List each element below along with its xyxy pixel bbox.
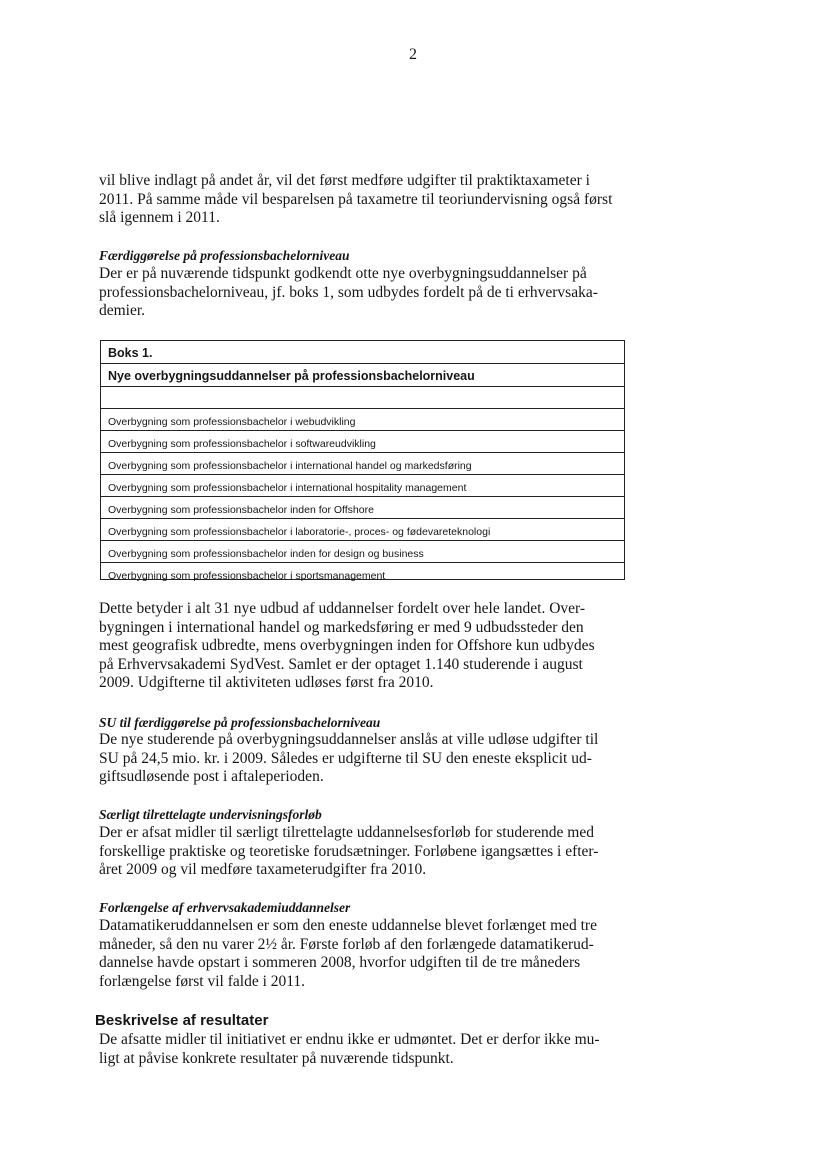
box-item: Overbygning som professionsbachelor i international handel og markedsføring — [101, 453, 624, 475]
paragraph-line: dannelse havde opstart i sommeren 2008, hvorfor udgiften til de tre måneders — [99, 954, 581, 971]
page-number: 2 — [409, 46, 417, 63]
intro-paragraph — [99, 172, 639, 228]
box-item: Overbygning som professionsbachelor inden for design og business — [101, 541, 624, 563]
after-box-paragraph — [99, 600, 639, 693]
paragraph-line: bygningen i international handel og markedsføring er med 9 udbudssteder den — [99, 618, 584, 636]
paragraph-line: De afsatte midler til initiativet er endnu ikke er udmøntet. Det er derfor ikke mu- — [99, 1031, 600, 1048]
paragraph-line: professionsbachelorniveau, jf. boks 1, som udbydes fordelt på de ti erhvervsaka- — [99, 283, 598, 301]
results-paragraph — [99, 1031, 639, 1068]
box-item: Overbygning som professionsbachelor i softwareudvikling — [101, 431, 624, 453]
box-item: Overbygning som professionsbachelor i international hospitality management — [101, 475, 624, 497]
paragraph-line: året 2009 og vil medføre taxameterudgifter fra 2010. — [99, 861, 427, 878]
intro-line: slå igennem i 2011. — [99, 209, 220, 226]
box-item: Overbygning som professionsbachelor i laboratorie-, proces- og fødevareteknologi — [101, 519, 624, 541]
paragraph-line: Dette betyder i alt 31 nye udbud af uddannelser fordelt over hele landet. Over- — [99, 600, 586, 617]
section-paragraph-faerdiggoerelse — [99, 265, 639, 321]
paragraph-line: mest geografisk udbredte, mens overbygningen inden for Offshore kun udbydes — [99, 637, 595, 654]
paragraph-line: 2009. Udgifterne til aktiviteten udløses først fra 2010. — [99, 674, 434, 691]
paragraph-line: forlængelse først vil falde i 2011. — [99, 972, 306, 990]
paragraph-line: på Erhvervsakademi SydVest. Samlet er der optaget 1.140 studerende i august — [99, 655, 583, 673]
box-title: Boks 1. — [101, 341, 624, 364]
box-1-table — [100, 340, 625, 580]
paragraph-line: forskellige praktiske og teoretiske forudsætninger. Forløbene igangsættes i efter- — [99, 842, 599, 860]
section-heading-undervisningsforloeb: Særligt tilrettelagte undervisningsforløb — [99, 807, 322, 822]
intro-line: 2011. På samme måde vil besparelsen på taxametre til teoriundervisning også først — [99, 190, 613, 208]
paragraph-line: demier. — [99, 302, 146, 319]
box-empty-row — [101, 387, 624, 409]
paragraph-line: Der er afsat midler til særligt tilrettelagte uddannelsesforløb for studerende med — [99, 824, 594, 841]
box-item: Overbygning som professionsbachelor i webudvikling — [101, 409, 624, 431]
box-item: Overbygning som professionsbachelor i sportsmanagement — [108, 570, 386, 582]
paragraph-line: De nye studerende på overbygningsuddannelser anslås at ville udløse udgifter til — [99, 731, 599, 748]
section-paragraph-undervisningsforloeb — [99, 824, 639, 880]
section-paragraph-forlaengelse — [99, 917, 639, 991]
section-heading-forlaengelse: Forlængelse af erhvervsakademiuddannelser — [99, 900, 351, 915]
section-heading-su: SU til færdiggørelse på professionsbachelorniveau — [99, 715, 381, 730]
section-paragraph-su — [99, 731, 639, 787]
paragraph-line: ligt at påvise konkrete resultater på nuværende tidspunkt. — [99, 1049, 454, 1067]
box-subtitle: Nye overbygningsuddannelser på professionsbachelorniveau — [101, 364, 624, 387]
box-item: Overbygning som professionsbachelor inden for Offshore — [101, 497, 624, 519]
results-heading: Beskrivelse af resultater — [95, 1012, 269, 1029]
section-heading-faerdiggoerelse: Færdiggørelse på professionsbachelorniveau — [99, 248, 350, 263]
paragraph-line: Der er på nuværende tidspunkt godkendt otte nye overbygningsuddannelser på — [99, 265, 587, 282]
paragraph-line: måneder, så den nu varer 2½ år. Første forløb af den forlængede datamatikerud- — [99, 935, 594, 953]
paragraph-line: SU på 24,5 mio. kr. i 2009. Således er udgifterne til SU den eneste eksplicit ud- — [99, 749, 592, 767]
paragraph-line: Datamatikeruddannelsen er som den eneste uddannelse blevet forlænget med tre — [99, 917, 597, 934]
paragraph-line: giftsudløsende post i aftaleperioden. — [99, 768, 324, 785]
intro-line: vil blive indlagt på andet år, vil det først medføre udgifter til praktiktaxameter i — [99, 172, 590, 189]
